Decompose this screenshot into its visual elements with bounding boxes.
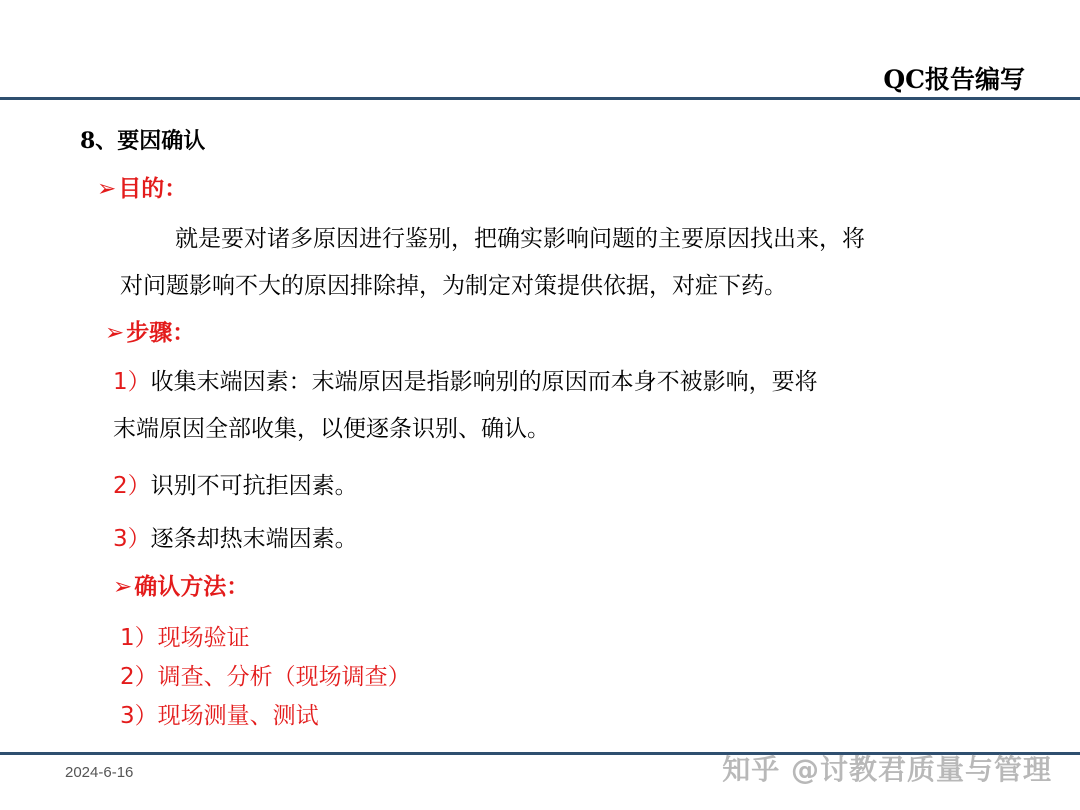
- footer-date: 2024-6-16: [65, 764, 134, 781]
- step-text: 识别不可抗拒因素。: [150, 473, 358, 499]
- method-item-1: 1）现场验证: [120, 625, 250, 651]
- purpose-text-line-2: 对问题影响不大的原因排除掉，为制定对策提供依据，对症下药。: [120, 273, 787, 299]
- step-item-2: [113, 471, 358, 501]
- step-item-1: [113, 367, 818, 397]
- step-text: 逐条却热末端因素。: [150, 526, 358, 552]
- step-number: 2）: [113, 473, 151, 499]
- header-title: QC报告编写: [883, 65, 1025, 94]
- arrow-bullet-icon: ➢: [97, 176, 117, 202]
- watermark: 知乎 @讨教君质量与管理: [722, 753, 1052, 786]
- purpose-text-line-1: 就是要对诸多原因进行鉴别，把确实影响问题的主要原因找出来，将: [175, 226, 865, 252]
- arrow-bullet-icon: ➢: [113, 574, 133, 600]
- section-heading: 8、要因确认: [80, 128, 206, 154]
- steps-label: 步骤：: [126, 320, 196, 346]
- purpose-label-row: [97, 174, 187, 204]
- step-number: 1）: [113, 369, 151, 395]
- step-number: 3）: [113, 526, 151, 552]
- purpose-label: 目的：: [118, 176, 188, 202]
- step-text: 收集末端因素：末端原因是指影响别的原因而本身不被影响，要将: [150, 369, 818, 395]
- steps-label-row: [105, 318, 195, 348]
- method-item-3: 3）现场测量、测试: [120, 703, 319, 729]
- method-item-2: 2）调查、分析（现场调查）: [120, 664, 411, 690]
- header-divider: [0, 97, 1080, 100]
- methods-label-row: [113, 572, 249, 602]
- step-item-3: [113, 524, 358, 554]
- arrow-bullet-icon: ➢: [105, 320, 125, 346]
- step-item-1-continued: 末端原因全部收集，以便逐条识别、确认。: [113, 416, 550, 442]
- methods-label: 确认方法：: [134, 574, 250, 600]
